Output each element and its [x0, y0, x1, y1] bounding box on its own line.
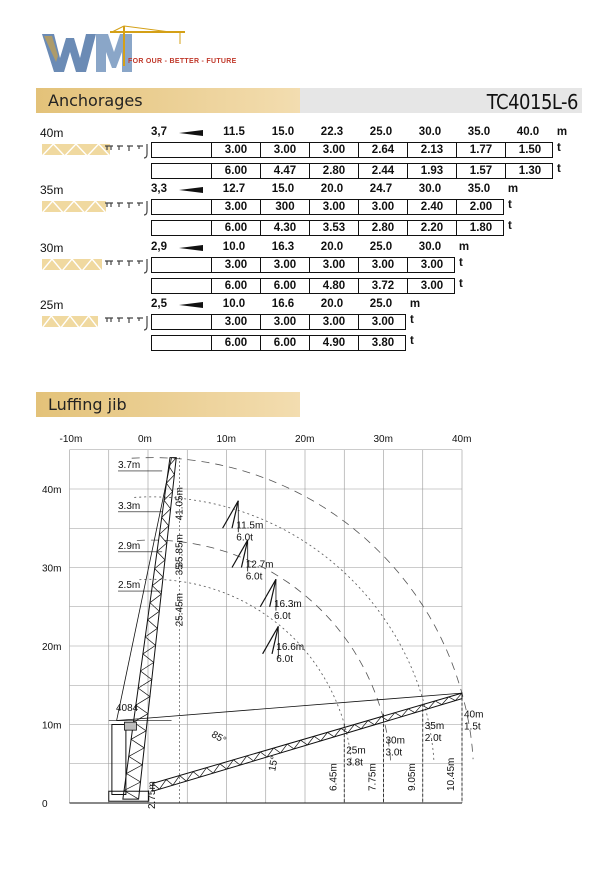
load-unit: t	[410, 335, 414, 347]
radius-value: 10.0	[222, 241, 246, 253]
radius-value: 16.6	[271, 298, 295, 310]
radius-value: 10.0	[222, 298, 246, 310]
tie-line	[117, 693, 462, 720]
min-radius: 2,9	[151, 241, 167, 253]
mast-height-label: 35.85m	[174, 534, 186, 568]
load-cell: 1.77	[456, 143, 505, 157]
dimension-4084: 4084	[116, 703, 139, 715]
position-load: 6.0t	[276, 653, 293, 665]
jib-offset-label: 3.7m	[118, 459, 141, 471]
horizontal-load: 2.0t	[424, 733, 442, 745]
cab	[124, 722, 136, 730]
radius-value: 25.0	[369, 126, 393, 138]
y-tick-label: 0	[42, 799, 48, 810]
load-cell: 3.00	[211, 258, 260, 272]
load-cell: 3.00	[309, 143, 358, 157]
dimension-275: 2.75m	[147, 781, 159, 809]
load-cell: 2.13	[407, 143, 456, 157]
position-radius: 11.5m	[236, 520, 264, 532]
load-cell: 3.00	[211, 315, 260, 329]
load-cell: 3.00	[358, 258, 407, 272]
load-cell: 3.00	[260, 143, 309, 157]
horizontal-radius: 30m	[385, 735, 405, 747]
brand-tagline: FOR OUR - BETTER - FUTURE	[128, 58, 237, 65]
load-cell: 2.80	[358, 221, 407, 235]
load-cell: 3.80	[358, 336, 407, 350]
radius-value: 40.0	[516, 126, 540, 138]
radius-unit: m	[556, 126, 568, 138]
position-load: 6.0t	[245, 571, 263, 583]
load-unit: t	[557, 163, 561, 175]
min-radius: 2,5	[151, 298, 167, 310]
y-tick-label: 10m	[42, 720, 62, 732]
load-unit: t	[459, 278, 463, 290]
counterweight	[112, 725, 126, 795]
horizontal-load: 3.8t	[346, 757, 363, 769]
position-load: 6.0t	[273, 610, 291, 622]
load-cell: 3.00	[211, 200, 260, 214]
load-cell: 1.57	[456, 164, 505, 178]
hook-height-label: 9.05m	[406, 763, 418, 791]
y-tick-label: 40m	[42, 485, 62, 496]
load-cell: 4.47	[260, 164, 309, 178]
radius-unit: m	[409, 298, 421, 310]
x-tick-label: 30m	[373, 433, 393, 445]
radius-value: 15.0	[271, 126, 295, 138]
load-cell: 6.00	[211, 279, 260, 293]
angle-label: 85°	[209, 729, 228, 747]
load-unit: t	[508, 220, 512, 232]
load-unit: t	[459, 257, 463, 269]
radius-unit: m	[507, 183, 519, 195]
load-cell: 6.00	[260, 279, 309, 293]
load-cell: 3.00	[358, 200, 407, 214]
load-cell: 2.20	[407, 221, 456, 235]
x-tick-label: 20m	[295, 433, 315, 445]
x-tick-label: -10m	[59, 433, 83, 445]
x-tick-label: 0m	[138, 433, 152, 445]
mast-height-label: 25.45m	[174, 593, 186, 627]
hook-height-label: 10.45m	[446, 757, 457, 791]
load-cell: 3.00	[309, 200, 358, 214]
base-frame	[109, 791, 149, 801]
horizontal-radius: 25m	[346, 745, 366, 757]
load-cell: 2.64	[358, 143, 407, 157]
load-cell: 300	[260, 200, 309, 214]
jib-length-label: 30m	[40, 241, 64, 255]
radius-value: 20.0	[320, 241, 344, 253]
horizontal-radius: 40m	[464, 709, 484, 721]
load-cell: 3.00	[211, 143, 260, 157]
load-cell: 3.00	[309, 315, 358, 329]
radius-value: 15.0	[271, 183, 295, 195]
load-cell: 1.80	[456, 221, 505, 235]
radius-value: 20.0	[320, 298, 344, 310]
jib-lines	[117, 458, 462, 803]
radius-value: 30.0	[418, 183, 442, 195]
load-cell: 6.00	[211, 164, 260, 178]
load-cell: 2.44	[358, 164, 407, 178]
model-name: TC4015L-6	[486, 90, 578, 114]
jib-length-label: 35m	[40, 183, 64, 197]
radius-unit: m	[458, 241, 470, 253]
load-cell: 3.72	[358, 279, 407, 293]
x-tick-label: 40m	[452, 433, 472, 445]
jib-offset-label: 2.5m	[118, 580, 141, 592]
load-unit: t	[508, 199, 512, 211]
load-cell: 6.00	[211, 221, 260, 235]
load-cell: 3.00	[358, 315, 407, 329]
radius-value: 22.3	[320, 126, 344, 138]
load-cell: 6.00	[211, 336, 260, 350]
radius-value: 12.7	[222, 183, 246, 195]
load-cell: 4.30	[260, 221, 309, 235]
radius-value: 30.0	[418, 241, 442, 253]
diagram-grid	[42, 434, 471, 810]
load-cell: 2.80	[309, 164, 358, 178]
load-cell: 3.53	[309, 221, 358, 235]
hook-height-label: 6.45m	[328, 763, 340, 791]
jib-offset-label: 2.9m	[118, 540, 141, 552]
angle-label: 15°	[267, 755, 281, 773]
radius-value: 30.0	[418, 126, 442, 138]
position-load: 6.0t	[236, 532, 253, 544]
load-cell: 1.50	[505, 143, 554, 157]
hook-height-label: 7.75m	[367, 763, 379, 791]
jib-length-label: 25m	[40, 298, 64, 312]
radius-value: 11.5	[223, 126, 245, 138]
radius-value: 25.0	[369, 241, 393, 253]
load-cell: 3.00	[260, 258, 309, 272]
radius-value: 16.3	[271, 241, 295, 253]
radius-value: 35.0	[467, 183, 491, 195]
load-cell: 3.00	[260, 315, 309, 329]
mast-height-label: 35	[174, 564, 186, 576]
horizontal-load: 3.0t	[385, 747, 403, 759]
luffing-title: Luffing jib	[48, 395, 127, 414]
radius-value: 35.0	[467, 126, 491, 138]
load-cell: 3.00	[407, 279, 456, 293]
load-cell: 3.00	[407, 258, 456, 272]
load-cell: 4.90	[309, 336, 358, 350]
load-cell: 2.40	[407, 200, 456, 214]
radius-value: 25.0	[369, 298, 393, 310]
load-cell: 6.00	[260, 336, 309, 350]
position-radius: 16.6m	[276, 641, 305, 653]
y-tick-label: 30m	[42, 563, 62, 575]
hook-path-arc	[139, 579, 351, 767]
load-cell: 1.30	[505, 164, 554, 178]
x-tick-label: 10m	[216, 433, 236, 445]
mast-height-label: 41.05m	[174, 487, 186, 521]
load-cell: 3.00	[309, 258, 358, 272]
load-cell: 2.00	[456, 200, 505, 214]
jib-length-label: 40m	[40, 126, 64, 140]
load-unit: t	[410, 314, 414, 326]
horizontal-radius: 35m	[424, 721, 445, 733]
position-radius: 16.3m	[273, 598, 302, 610]
position-radius: 12.7m	[245, 559, 274, 571]
radius-value: 24.7	[369, 183, 393, 195]
min-radius: 3,7	[151, 126, 167, 138]
diagram-labels	[109, 460, 484, 809]
min-radius: 3,3	[151, 183, 167, 195]
anchorages-title: Anchorages	[48, 91, 143, 110]
y-tick-label: 20m	[42, 642, 62, 653]
load-unit: t	[557, 142, 561, 154]
radius-value: 20.0	[320, 183, 344, 195]
load-cell: 1.93	[407, 164, 456, 178]
load-cell: 4.80	[309, 279, 358, 293]
jib-offset-label: 3.3m	[118, 500, 141, 512]
horizontal-load: 1.5t	[464, 721, 481, 733]
